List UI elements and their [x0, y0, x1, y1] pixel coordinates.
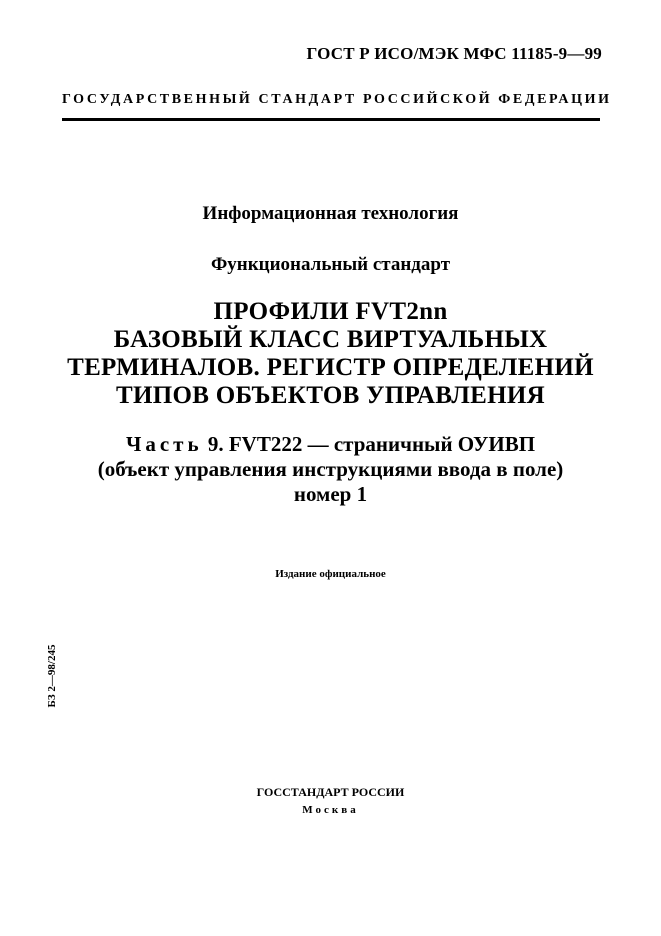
main-title-line: ТЕРМИНАЛОВ. РЕГИСТР ОПРЕДЕЛЕНИЙ	[67, 354, 594, 381]
part-number-title: 9. FVT222 — страничный ОУИВП	[202, 432, 536, 456]
publication-city: Москва	[302, 804, 359, 816]
document-code: ГОСТ Р ИСО/МЭК МФС 11185-9—99	[306, 44, 602, 63]
side-catalog-code: БЗ 2—98/245	[46, 644, 58, 708]
main-title-line: БАЗОВЫЙ КЛАСС ВИРТУАЛЬНЫХ	[113, 326, 548, 353]
part-word: Часть	[125, 432, 203, 456]
main-title	[0, 298, 661, 410]
publisher: ГОССТАНДАРТ РОССИИ	[256, 785, 405, 799]
state-standard-heading: ГОСУДАРСТВЕННЫЙ СТАНДАРТ РОССИЙСКОЙ ФЕДЕРАЦИИ	[62, 92, 612, 107]
part-line-1	[0, 432, 661, 457]
main-title-line: ПРОФИЛИ FVT2nn	[213, 298, 448, 325]
standard-kind: Функциональный стандарт	[210, 254, 451, 275]
part-line-2: (объект управления инструкциями ввода в поле)	[97, 457, 564, 481]
part-title	[0, 432, 661, 507]
topic-title: Информационная технология	[202, 203, 459, 224]
header-divider	[62, 118, 600, 121]
part-line-3: номер 1	[293, 482, 368, 506]
main-title-line: ТИПОВ ОБЪЕКТОВ УПРАВЛЕНИЯ	[116, 382, 545, 409]
edition-note: Издание официальное	[275, 568, 386, 580]
